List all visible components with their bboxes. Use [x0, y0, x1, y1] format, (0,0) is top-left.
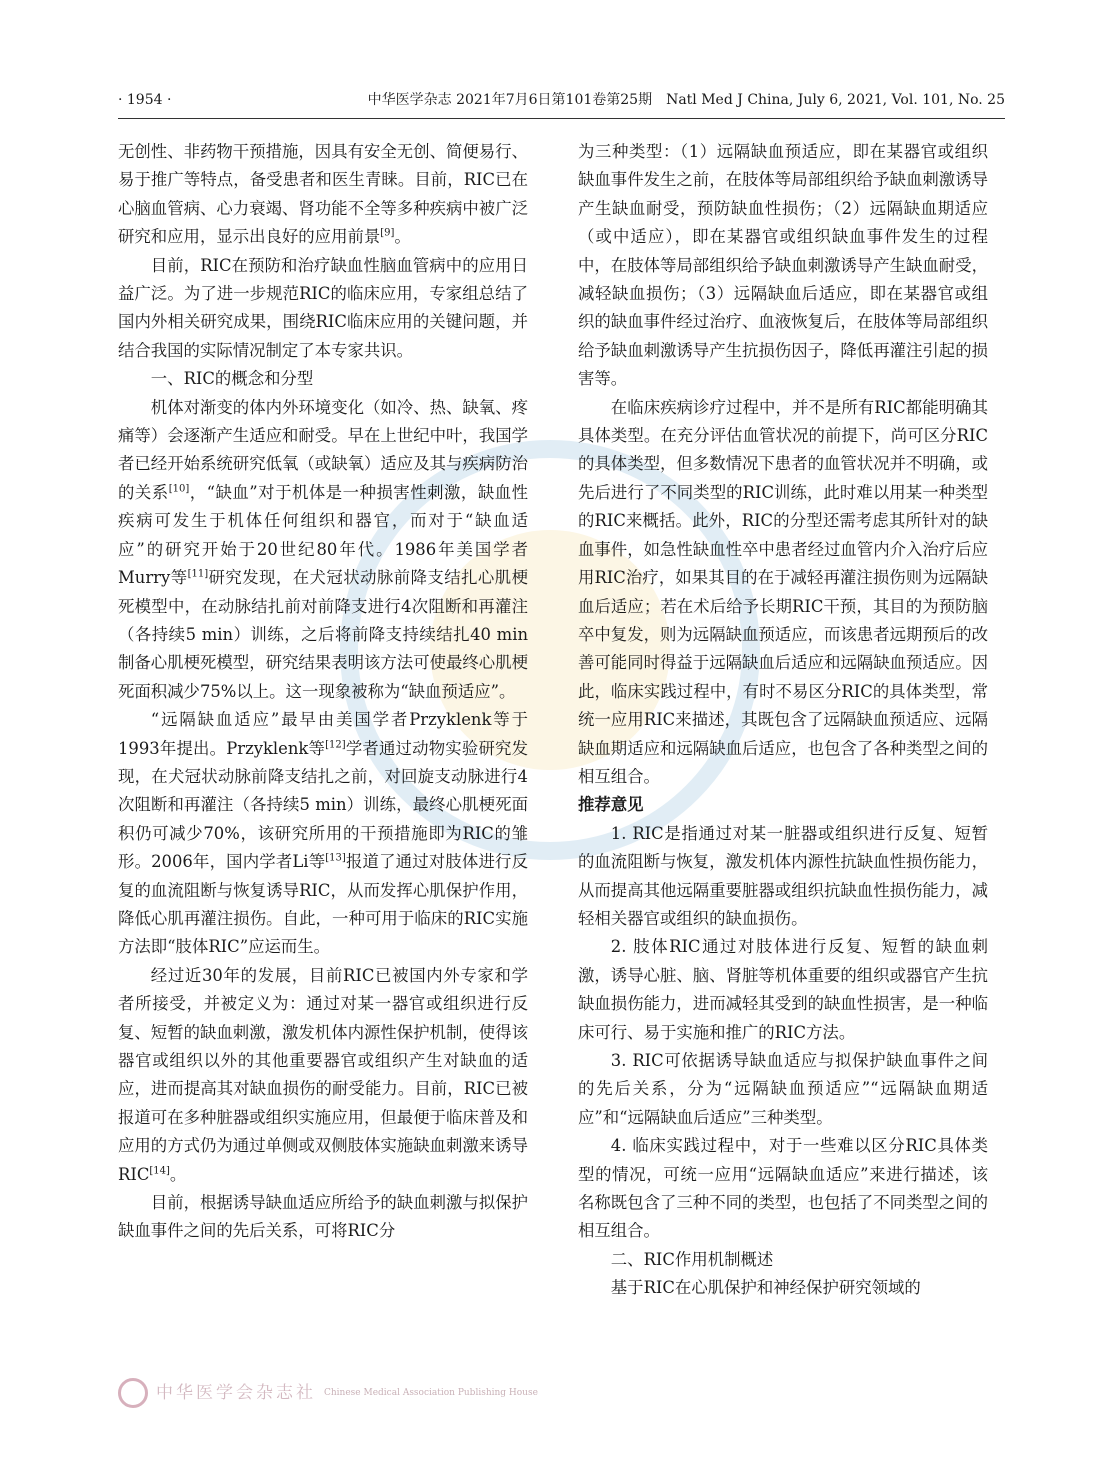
publisher-seal-icon: [118, 1378, 148, 1408]
paragraph: 基于RIC在心肌保护和神经保护研究领域的: [610, 1278, 921, 1298]
paragraph: “远隔缺血适应”最早由美国学者Przyklenk等于1993年提出。Przyklenk等[12]学者通过动物实验研究发现，在犬冠状动脉前降支结扎之前，对回旋支动脉进行4次阻断和再灌注（各持续5 min）训练，最终心肌梗死面积仍可减少70%，该研究所用的干预措施即为RIC的雏形。2006年，国内学者Li等[13]报道了通过对肢体进行反复的血流阻断与恢复诱导RIC，从而发挥心肌保护作用，降低心肌再灌注损伤。自此，一种可用于临床的RIC实施方法即“肢体RIC”应运而生。: [118, 710, 528, 957]
section-heading: 推荐意见: [578, 795, 644, 815]
paragraph: 目前，根据诱导缺血适应所给予的缺血刺激与拟保护缺血事件之间的先后关系，可将RIC分: [118, 1193, 528, 1241]
publisher-name-en: Chinese Medical Association Publishing House: [324, 1388, 538, 1398]
paragraph: 在临床疾病诊疗过程中，并不是所有RIC都能明确其具体类型。在充分评估血管状况的前提下，尚可区分RIC的具体类型，但多数情况下患者的血管状况并不明确，或先后进行了不同类型的RIC训练，此时难以用某一种类型的RIC来概括。此外，RIC的分型还需考虑其所针对的缺血事件，如急性缺血性卒中患者经过血管内介入治疗后应用RIC治疗，如果其目的在于减轻再灌注损伤则为远隔缺血后适应；若在术后给予长期RIC干预，其目的为预防脑卒中复发，则为远隔缺血预适应，而该患者远期预后的改善可能同时得益于远隔缺血后适应和远隔缺血预适应。因此，临床实践过程中，有时不易区分RIC的具体类型，常统一应用RIC来描述，其既包含了远隔缺血预适应、远隔缺血期适应和远隔缺血后适应，也包含了各种类型之间的相互组合。: [578, 397, 988, 786]
left-text-column: [118, 138, 528, 1388]
right-text-column: [578, 138, 988, 1388]
paragraph: 为三种类型：（1）远隔缺血预适应，即在某器官或组织缺血事件发生之前，在肢体等局部组织给予缺血刺激诱导产生缺血耐受，预防缺血性损伤；（2）远隔缺血期适应（或中适应），即在某器官或组织缺血事件发生的过程中，在肢体等局部组织给予缺血刺激诱导产生缺血耐受，减轻缺血损伤；（3）远隔缺血后适应，即在某器官或组织的缺血事件经过治疗、血液恢复后，在肢体等局部组织给予缺血刺激诱导产生抗损伤因子，降低再灌注引起的损害等。: [578, 142, 988, 389]
journal-citation: 中华医学杂志 2021年7月6日第101卷第25期 Natl Med J China, July 6, 2021, Vol. 101, No. 25: [367, 92, 1005, 108]
paragraph: 1. RIC是指通过对某一脏器或组织进行反复、短暂的血流阻断与恢复，激发机体内源性抗缺血性损伤能力，从而提高其他远隔重要脏器或组织抗缺血性损伤能力，减轻相关器官或组织的缺血损伤。: [578, 823, 988, 928]
page-number: · 1954 ·: [118, 92, 172, 108]
paragraph: 4. 临床实践过程中，对于一些难以区分RIC具体类型的情况，可统一应用“远隔缺血适应”来进行描述，该名称既包含了三种不同的类型，也包括了不同类型之间的相互组合。: [578, 1136, 988, 1241]
publisher-logo: [118, 1376, 538, 1410]
running-header: [118, 90, 1005, 119]
paragraph: 机体对渐变的体内外环境变化（如冷、热、缺氧、疼痛等）会逐渐产生适应和耐受。早在上世纪中叶，我国学者已经开始系统研究低氧（或缺氧）适应及其与疾病防治的关系[10]，“缺血”对于机体是一种损害性刺激，缺血性疾病可发生于机体任何组织和器官，而对于“缺血适应”的研究开始于20世纪80年代。1986年美国学者Murry等[11]研究发现，在犬冠状动脉前降支结扎心肌梗死模型中，在动脉结扎前对前降支进行4次阻断和再灌注（各持续5 min）训练，之后将前降支持续结扎40 min制备心肌梗死模型，研究结果表明该方法可使最终心肌梗死面积减少75%以上。这一现象被称为“缺血预适应”。: [118, 397, 528, 701]
paragraph: 目前，RIC在预防和治疗缺血性脑血管病中的应用日益广泛。为了进一步规范RIC的临床应用，专家组总结了国内外相关研究成果，围绕RIC临床应用的关键问题，并结合我国的实际情况制定了本专家共识。: [118, 255, 528, 360]
section-title: 一、RIC的概念和分型: [150, 369, 314, 389]
paragraph: 无创性、非药物干预措施，因具有安全无创、简便易行、易于推广等特点，备受患者和医生青睐。目前，RIC已在心脑血管病、心力衰竭、肾功能不全等多种疾病中被广泛研究和应用，显示出良好的应用前景[9]。: [118, 142, 528, 247]
section-title: 二、RIC作用机制概述: [610, 1249, 774, 1269]
paragraph: 经过近30年的发展，目前RIC已被国内外专家和学者所接受，并被定义为：通过对某一器官或组织进行反复、短暂的缺血刺激，激发机体内源性保护机制，使得该器官或组织以外的其他重要器官或组织产生对缺血的适应，进而提高其对缺血损伤的耐受能力。目前，RIC已被报道可在多种脏器或组织实施应用，但最便于临床普及和应用的方式仍为通过单侧或双侧肢体实施缺血刺激来诱导RIC[14]。: [118, 965, 528, 1184]
paragraph: 2. 肢体RIC通过对肢体进行反复、短暂的缺血刺激，诱导心脏、脑、肾脏等机体重要的组织或器官产生抗缺血损伤能力，进而减轻其受到的缺血性损害，是一种临床可行、易于实施和推广的RIC方法。: [578, 937, 988, 1042]
paragraph: 3. RIC可依据诱导缺血适应与拟保护缺血事件之间的先后关系，分为“远隔缺血预适应”“远隔缺血期适应”和“远隔缺血后适应”三种类型。: [578, 1051, 988, 1127]
publisher-name: 中华医学会杂志社: [156, 1383, 316, 1403]
